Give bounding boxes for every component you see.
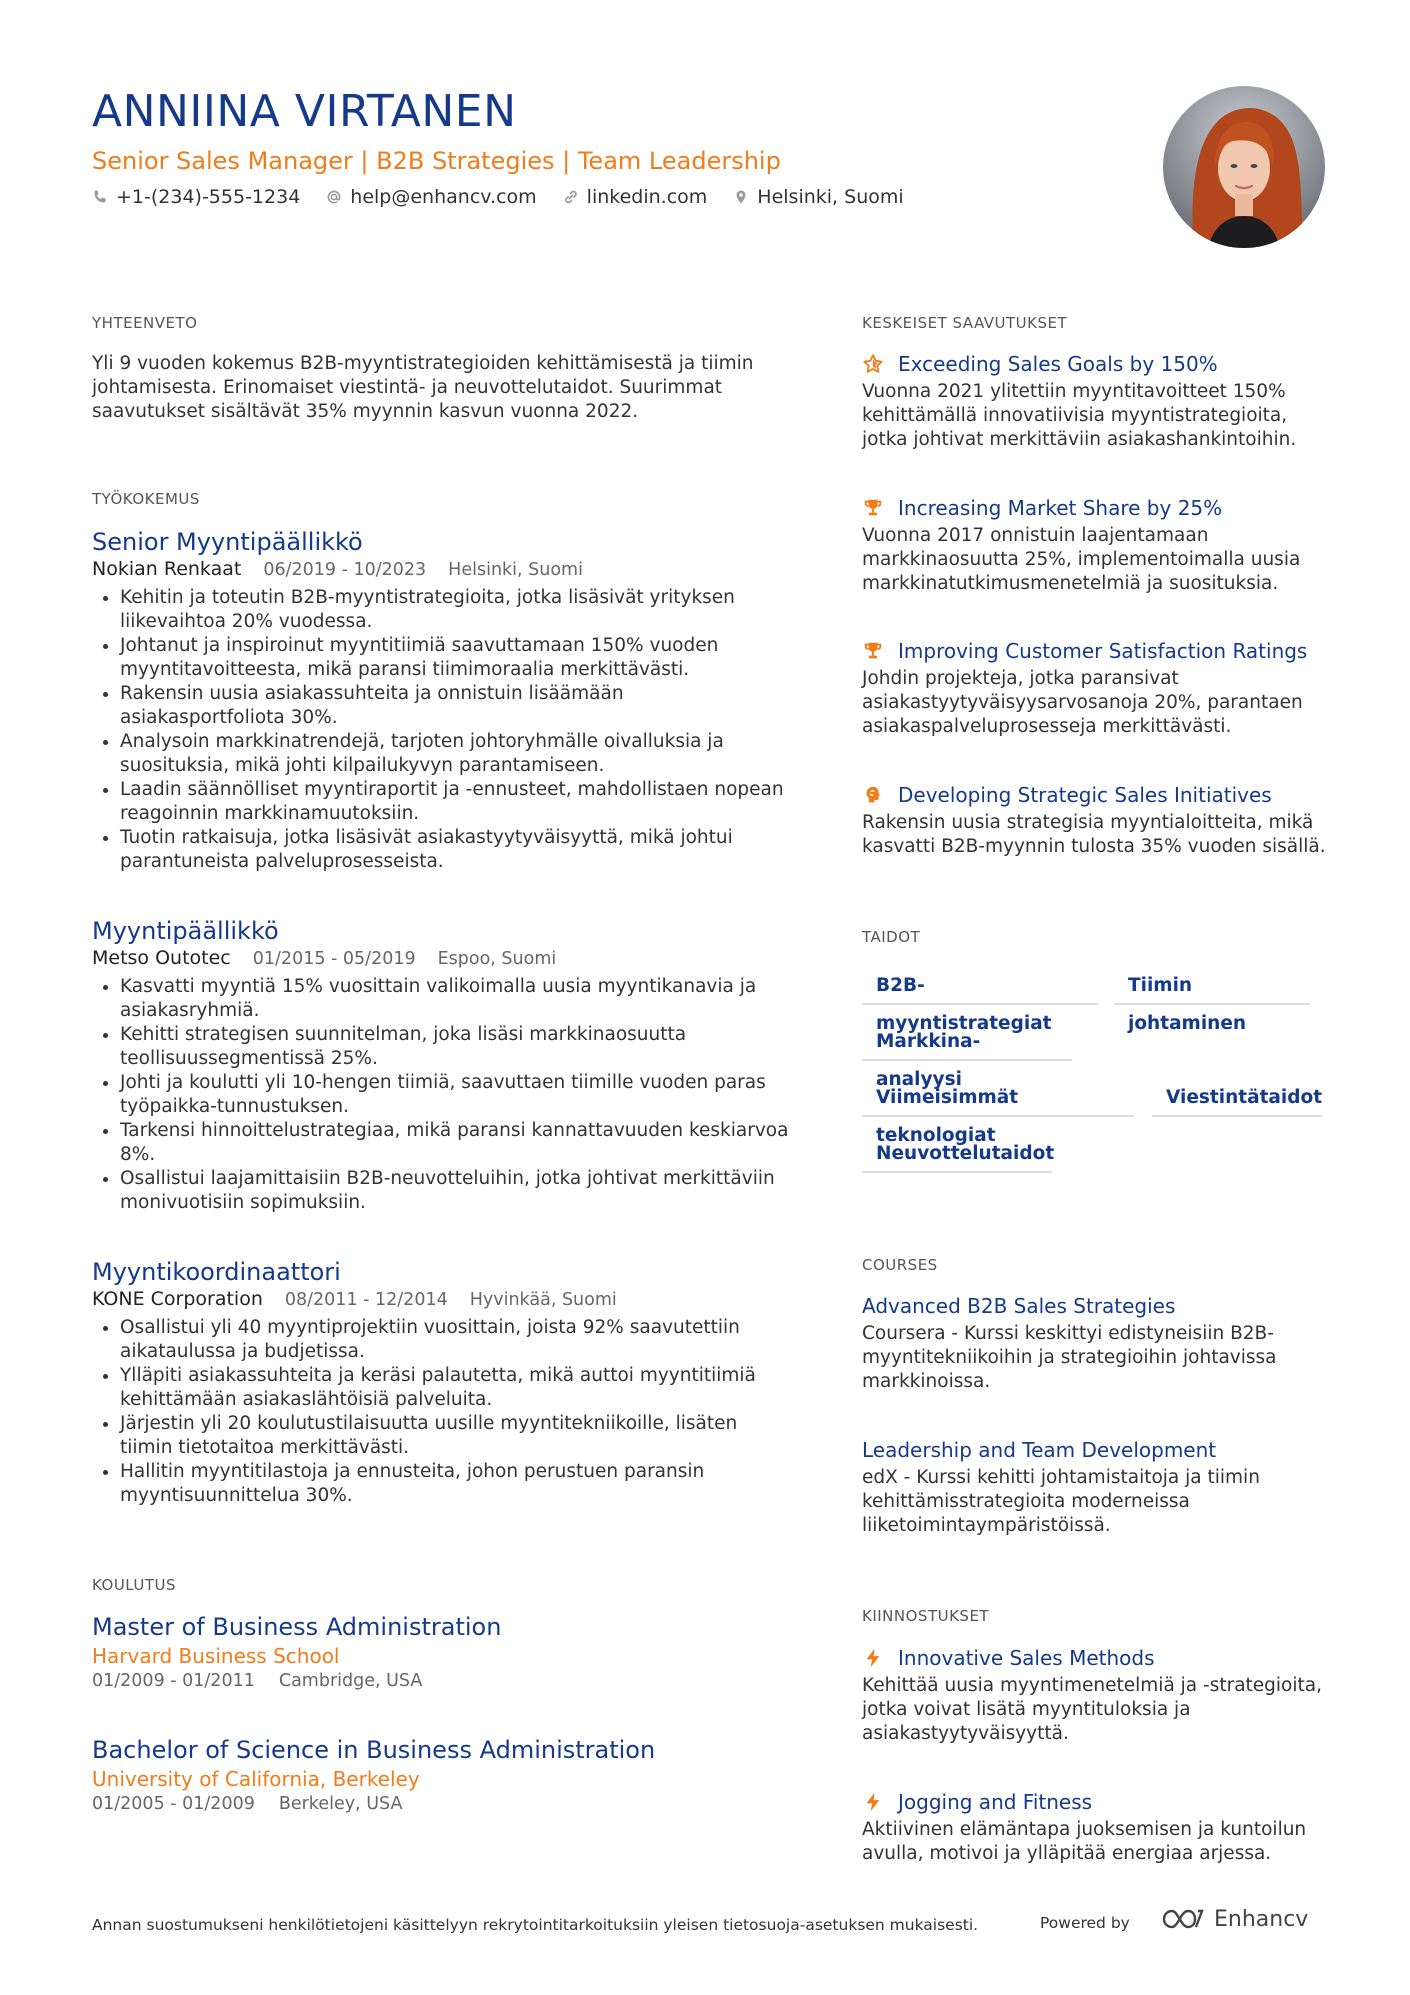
job-company: KONE Corporation: [92, 1288, 263, 1310]
job-dates: 01/2015 - 05/2019: [252, 949, 416, 969]
phone-text[interactable]: +1-(234)-555-1234: [116, 186, 301, 208]
job-entry: [92, 916, 792, 1215]
job-entry: [92, 1257, 792, 1508]
edu-school: University of California, Berkeley: [92, 1767, 420, 1791]
skill-tag: Viestintätaidot: [1152, 1079, 1322, 1117]
summary-section-title: YHTEENVETO: [92, 314, 198, 332]
edu-dates: 01/2005 - 01/2009: [92, 1794, 255, 1814]
achievements-section-title: KESKEISET SAAVUTUKSET: [862, 314, 1068, 332]
bolt-icon: [862, 1647, 884, 1669]
link-icon: [563, 189, 579, 205]
email-text[interactable]: help@enhancv.com: [350, 186, 537, 208]
achievement-desc: Rakensin uusia strategisia myyntialoitteita, mikä kasvatti B2B-myynnin tulosta 35% vuoden sisällä.: [862, 812, 1326, 857]
job-bullets: [92, 1316, 792, 1508]
job-bullets: [92, 586, 792, 874]
interests-section-title: KIINNOSTUKSET: [862, 1607, 990, 1625]
job-bullet: • Johtanut ja inspiroinut myyntitiimiä saavuttamaan 150% vuoden myyntitavoitteesta, mikä paransi tiimimoraalia merkittävästi.: [120, 634, 792, 682]
achievement-item: [862, 494, 1332, 596]
job-bullet: • Hallitin myyntitilastoja ja ennusteita, johon perustuen paransin myyntisuunnittelua 30%.: [120, 1460, 792, 1508]
job-company: Nokian Renkaat: [92, 558, 242, 580]
job-meta: [92, 946, 792, 971]
achievement-item: [862, 781, 1332, 859]
interest-title: Innovative Sales Methods: [898, 1646, 1155, 1670]
enhancv-logo[interactable]: [1160, 1906, 1308, 1932]
education-section-title: KOULUTUS: [92, 1576, 177, 1594]
contact-phone: [92, 186, 300, 208]
contact-location: [733, 186, 903, 208]
education-entry: [92, 1611, 792, 1693]
achievement-desc: Vuonna 2017 onnistuin laajentamaan markkinaosuutta 25%, implementoimalla uusia markkinatutkimusmenetelmiä ja suosituksia.: [862, 525, 1301, 594]
powered-by-label: Powered by: [1040, 1914, 1130, 1932]
edu-meta: [92, 1669, 792, 1693]
job-bullet: • Kehitin ja toteutin B2B-myyntistrategioita, jotka lisäsivät yrityksen liikevaihtoa 20% vuodessa.: [120, 586, 792, 634]
job-location: Espoo, Suomi: [437, 949, 557, 969]
course-item: [862, 1292, 1332, 1394]
education-entry: [92, 1734, 792, 1816]
job-bullet: • Ylläpiti asiakassuhteita ja keräsi palautetta, mikä auttoi myyntitiimiä kehittämään asiakaslähtöisiä palveluita.: [120, 1364, 792, 1412]
job-title: Myyntipäällikkö: [92, 917, 279, 945]
job-title: Myyntikoordinaattori: [92, 1258, 341, 1286]
job-company: Metso Outotec: [92, 947, 231, 969]
brain-icon: [862, 784, 884, 806]
course-desc: Coursera - Kurssi keskittyi edistyneisiin B2B-myyntitekniikoihin ja strategioihin johtavissa markkinoissa.: [862, 1323, 1277, 1392]
job-bullet: • Laadin säännölliset myyntiraportit ja -ennusteet, mahdollistaen nopean reagoinnin markkinamuutoksiin.: [120, 778, 792, 826]
edu-dates: 01/2009 - 01/2011: [92, 1671, 255, 1691]
interest-item: [862, 1788, 1332, 1866]
linkedin-text[interactable]: linkedin.com: [586, 186, 708, 208]
enhancv-logo-icon: [1160, 1906, 1206, 1932]
candidate-name: ANNIINA VIRTANEN: [92, 86, 517, 137]
star-icon: [862, 353, 884, 375]
job-bullet: • Kasvatti myyntiä 15% vuosittain valikoimalla uusia myyntikanavia ja asiakasryhmiä.: [120, 975, 792, 1023]
achievement-title: Improving Customer Satisfaction Ratings: [898, 639, 1308, 663]
experience-section-title: TYÖKOKEMUS: [92, 490, 200, 508]
job-dates: 06/2019 - 10/2023: [263, 560, 427, 580]
interest-desc: Aktiivinen elämäntapa juoksemisen ja kuntoilun avulla, motivoi ja ylläpitää energiaa arjessa.: [862, 1819, 1307, 1864]
profile-photo: [1163, 86, 1325, 248]
achievement-item: [862, 637, 1332, 739]
job-dates: 08/2011 - 12/2014: [284, 1290, 448, 1310]
interest-title: Jogging and Fitness: [898, 1790, 1093, 1814]
bolt-icon: [862, 1791, 884, 1813]
achievement-desc: Johdin projekteja, jotka paransivat asiakastyytyväisyysarvosanoja 20%, parantaen asiakaspalveluprosesseja merkittävästi.: [862, 668, 1303, 737]
job-bullet: • Tuotin ratkaisuja, jotka lisäsivät asiakastyytyväisyyttä, mikä johtui parantuneista palveluprosesseista.: [120, 826, 792, 874]
edu-location: Berkeley, USA: [278, 1794, 403, 1814]
job-bullet: • Analysoin markkinatrendejä, tarjoten johtoryhmälle oivalluksia ja suosituksia, mikä johti kilpailukyvyn parantamiseen.: [120, 730, 792, 778]
edu-meta: [92, 1792, 792, 1816]
edu-degree: Bachelor of Science in Business Administration: [92, 1736, 656, 1764]
phone-icon: [92, 189, 108, 205]
job-bullet: • Johti ja koulutti yli 10-hengen tiimiä, saavuttaen tiimille vuoden paras työpaikka-tunnustuksen.: [120, 1071, 792, 1119]
job-bullets: [92, 975, 792, 1215]
job-meta: [92, 1287, 792, 1312]
job-location: Helsinki, Suomi: [448, 560, 583, 580]
job-bullet: • Tarkensi hinnoittelustrategiaa, mikä paransi kannattavuuden keskiarvoa 8%.: [120, 1119, 792, 1167]
job-bullet: • Osallistui yli 40 myyntiprojektiin vuosittain, joista 92% saavutettiin aikataulussa ja budjetissa.: [120, 1316, 792, 1364]
achievement-desc: Vuonna 2021 ylitettiin myyntitavoitteet 150% kehittämällä innovatiivisia myyntistrategioita, jotka johtivat merkittäviin asiakashankintoihin.: [862, 381, 1297, 450]
job-bullet: • Osallistui laajamittaisiin B2B-neuvotteluihin, jotka johtivat merkittäviin monivuotisiin sopimuksiin.: [120, 1167, 792, 1215]
skill-tag: B2B-myyntistrategiat: [862, 967, 1098, 1005]
skill-tag: Tiimin johtaminen: [1114, 967, 1310, 1005]
course-desc: edX - Kurssi kehitti johtamistaitoja ja tiimin kehittämisstrategioita moderneissa liiketoimintaympäristöissä.: [862, 1467, 1260, 1536]
edu-school: Harvard Business School: [92, 1644, 340, 1668]
job-bullet: • Järjestin yli 20 koulutustilaisuutta uusille myyntitekniikoille, lisäten tiimin tietotaitoa merkittävästi.: [120, 1412, 792, 1460]
job-bullet: • Kehitti strategisen suunnitelman, joka lisäsi markkinaosuutta teollisuussegmentissä 25%.: [120, 1023, 792, 1071]
course-title: Leadership and Team Development: [862, 1438, 1217, 1462]
skills-section-title: TAIDOT: [862, 928, 921, 946]
course-title: Advanced B2B Sales Strategies: [862, 1294, 1176, 1318]
interest-item: [862, 1644, 1332, 1746]
skill-tag: Neuvottelutaidot: [862, 1135, 1052, 1173]
location-icon: [733, 189, 749, 205]
course-item: [862, 1436, 1332, 1538]
trophy-icon: [862, 640, 884, 662]
brand-name: Enhancv: [1214, 1906, 1309, 1932]
summary-text: Yli 9 vuoden kokemus B2B-myyntistrategioiden kehittämisestä ja tiimin johtamisesta. Erinomaiset viestintä- ja neuvottelutaidot. Suurimmat saavutukset sisältävät 35% myynnin kasvun vuonna 2022.: [92, 353, 754, 422]
achievement-item: [862, 350, 1332, 452]
edu-degree: Master of Business Administration: [92, 1613, 502, 1641]
skill-tag: Viimeisimmät teknologiat: [862, 1079, 1134, 1117]
edu-location: Cambridge, USA: [278, 1671, 423, 1691]
gdpr-consent: Annan suostumukseni henkilötietojeni käsittelyyn rekrytointitarkoituksiin yleisen tietosuoja-asetuksen mukaisesti.: [92, 1916, 979, 1934]
headline: Senior Sales Manager | B2B Strategies | Team Leadership: [92, 147, 781, 175]
trophy-icon: [862, 497, 884, 519]
job-entry: [92, 527, 792, 874]
achievement-title: Developing Strategic Sales Initiatives: [898, 783, 1272, 807]
job-bullet: • Rakensin uusia asiakassuhteita ja onnistuin lisäämään asiakasportfoliota 30%.: [120, 682, 792, 730]
at-icon: [326, 189, 342, 205]
achievement-title: Increasing Market Share by 25%: [898, 496, 1223, 520]
job-location: Hyvinkää, Suomi: [469, 1290, 617, 1310]
interest-desc: Kehittää uusia myyntimenetelmiä ja -strategioita, jotka voivat lisätä myyntituloksia ja asiakastyytyväisyyttä.: [862, 1675, 1322, 1744]
contact-row: [92, 186, 904, 208]
contact-linkedin: [563, 186, 708, 208]
job-meta: [92, 557, 792, 582]
job-title: Senior Myyntipäällikkö: [92, 528, 363, 556]
location-text: Helsinki, Suomi: [757, 186, 904, 208]
courses-section-title: COURSES: [862, 1256, 938, 1274]
achievement-title: Exceeding Sales Goals by 150%: [898, 352, 1218, 376]
skill-tag: Markkina-analyysi: [862, 1023, 1072, 1061]
contact-email: [326, 186, 536, 208]
